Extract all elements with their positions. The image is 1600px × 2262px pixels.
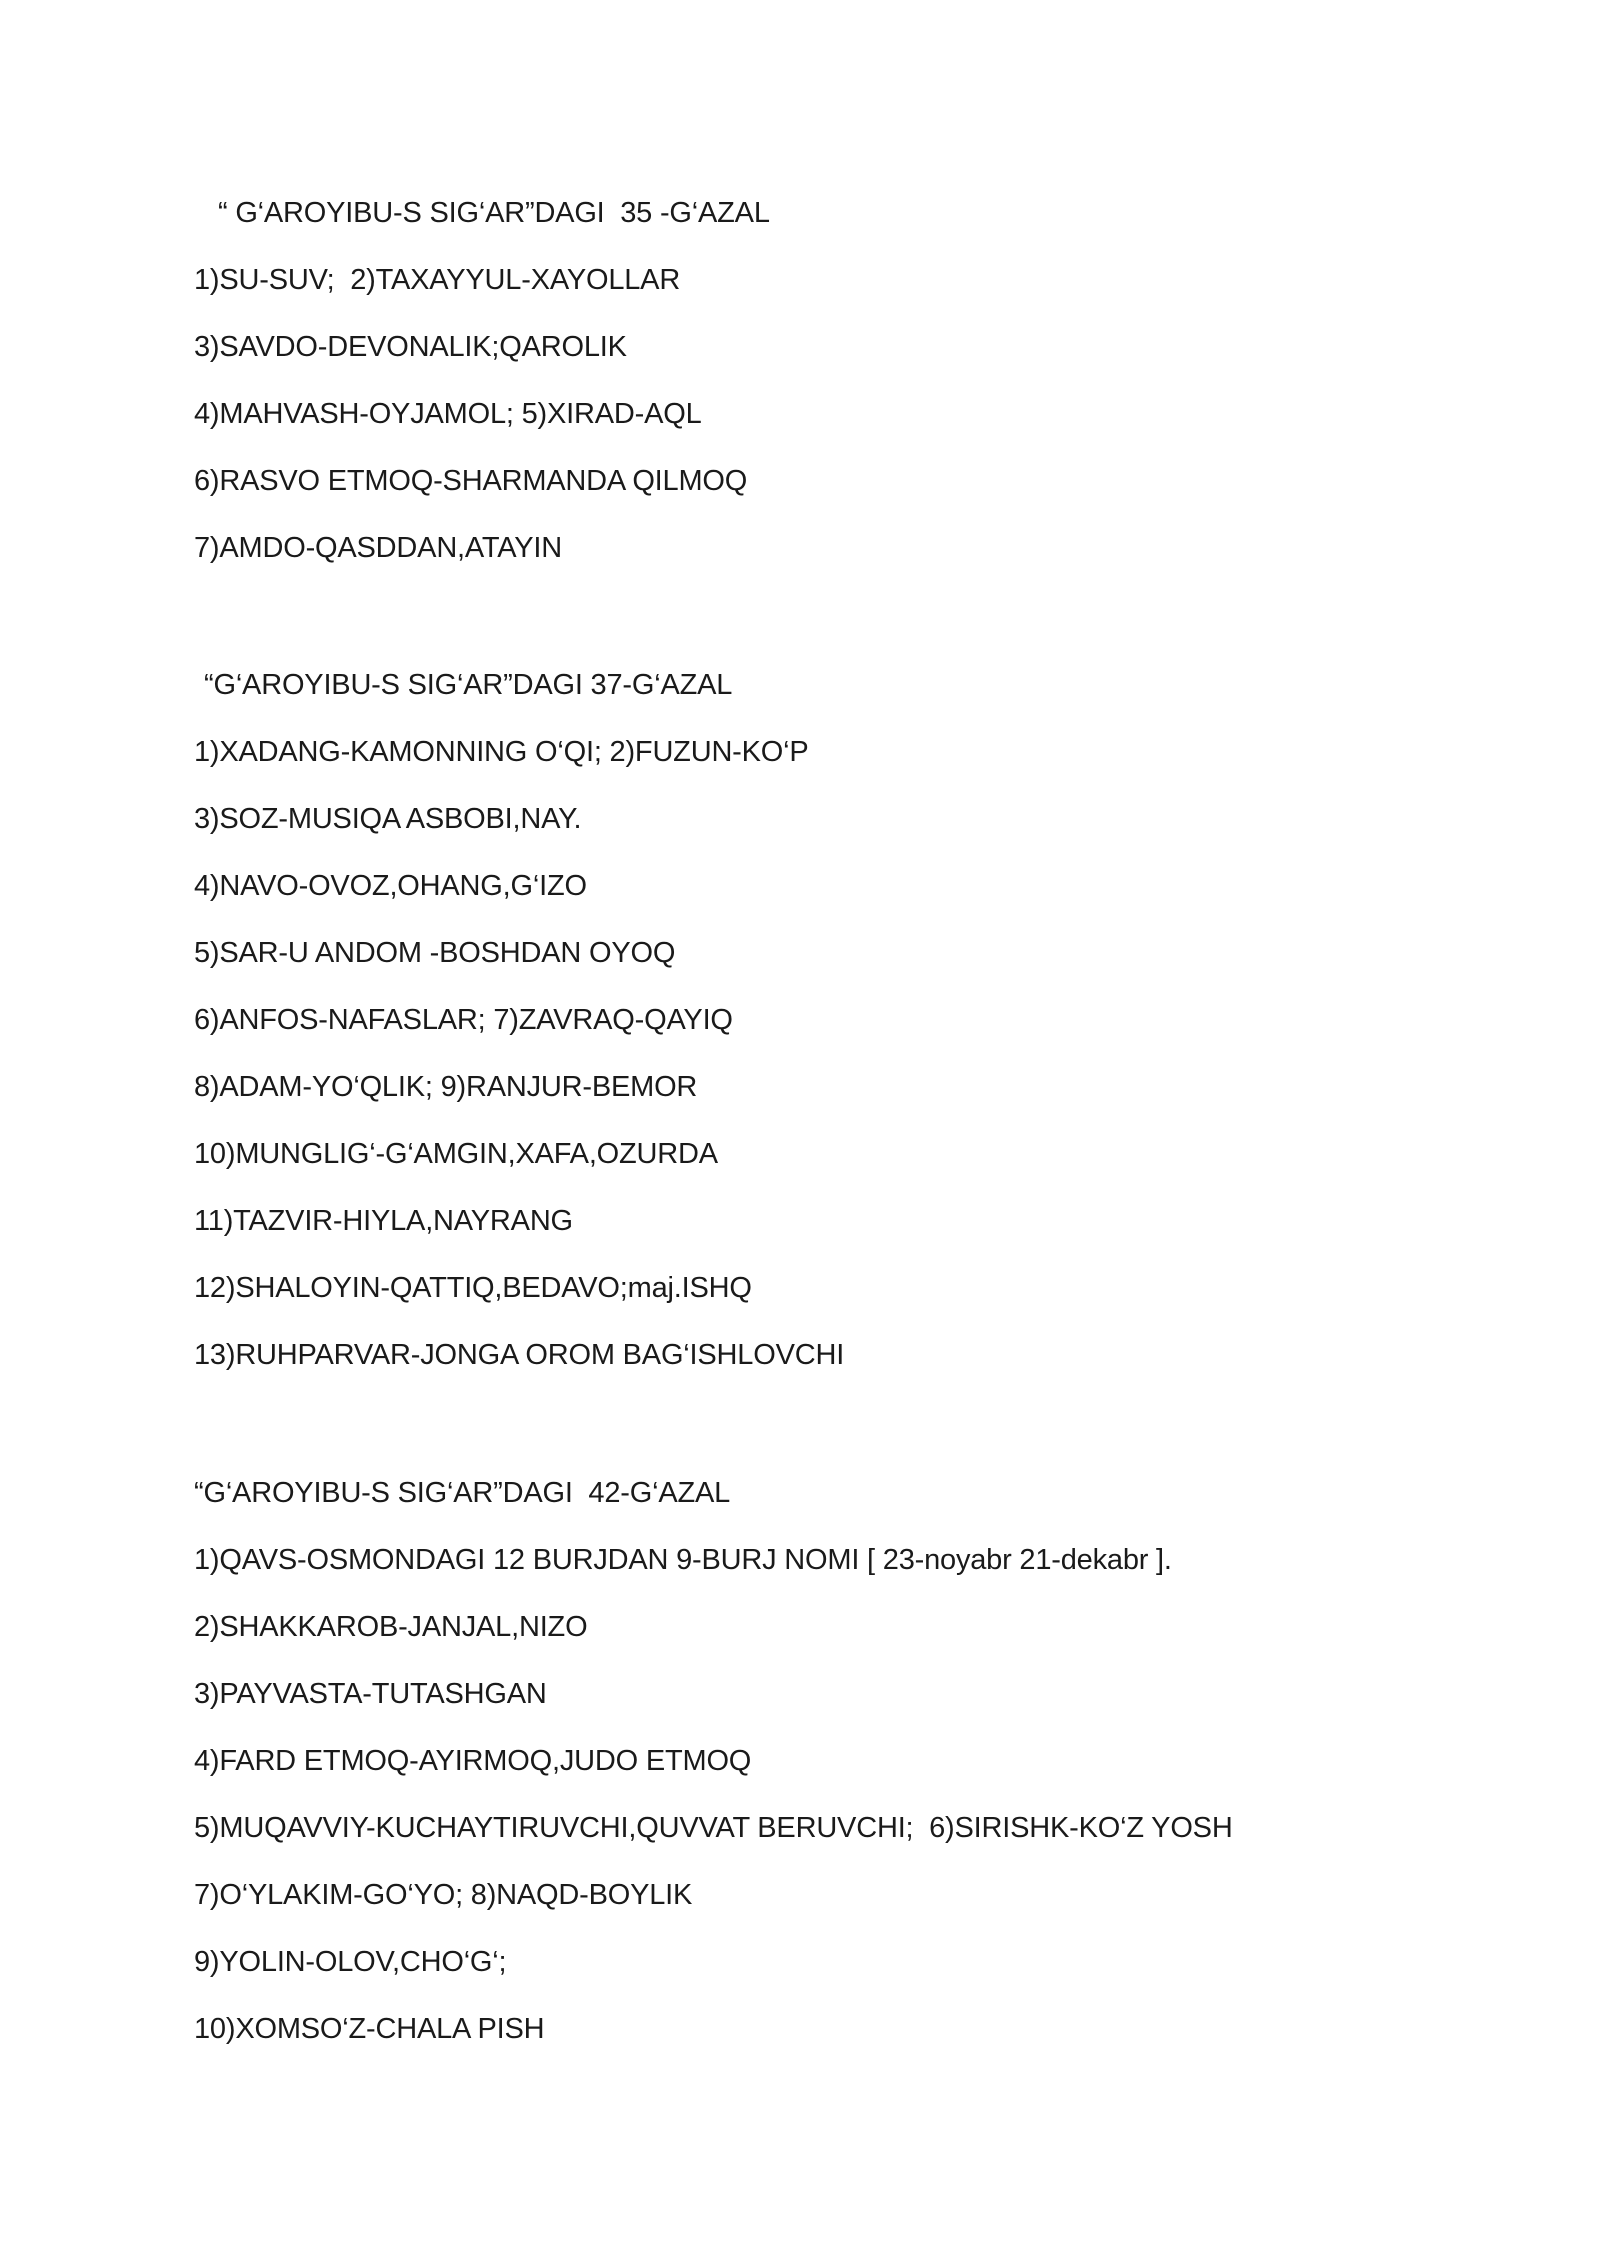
glossary-line: 1)XADANG-KAMONNING O‘QI; 2)FUZUN-KO‘P <box>194 736 809 768</box>
glossary-line: 1)QAVS-OSMONDAGI 12 BURJDAN 9-BURJ NOMI [ 23-noyabr 21-dekabr ]. <box>194 1544 1172 1576</box>
glossary-line: 5)MUQAVVIY-KUCHAYTIRUVCHI,QUVVAT BERUVCHI; 6)SIRISHK-KO‘Z YOSH <box>194 1812 1233 1844</box>
ghazal-42-section <box>194 1460 1534 2063</box>
glossary-line: 3)SOZ-MUSIQA ASBOBI,NAY. <box>194 803 582 835</box>
glossary-line: 3)PAYVASTA-TUTASHGAN <box>194 1678 547 1710</box>
section-heading: “G‘AROYIBU-S SIG‘AR”DAGI 42-G‘AZAL <box>194 1477 731 1509</box>
glossary-line: 6)RASVO ETMOQ-SHARMANDA QILMOQ <box>194 465 748 497</box>
glossary-line: 2)SHAKKAROB-JANJAL,NIZO <box>194 1611 588 1643</box>
glossary-line: 13)RUHPARVAR-JONGA OROM BAG‘ISHLOVCHI <box>194 1339 845 1371</box>
glossary-line: 12)SHALOYIN-QATTIQ,BEDAVO;maj.ISHQ <box>194 1272 752 1304</box>
glossary-line: 4)NAVO-OVOZ,OHANG,G‘IZO <box>194 870 587 902</box>
glossary-line: 7)AMDO-QASDDAN,ATAYIN <box>194 532 562 564</box>
glossary-line: 9)YOLIN-OLOV,CHO‘G‘; <box>194 1946 507 1978</box>
ghazal-37-section <box>194 652 1534 1389</box>
section-heading: “ G‘AROYIBU-S SIG‘AR”DAGI 35 -G‘AZAL <box>218 197 770 229</box>
glossary-line: 10)XOMSO‘Z-CHALA PISH <box>194 2013 545 2045</box>
glossary-line: 6)ANFOS-NAFASLAR; 7)ZAVRAQ-QAYIQ <box>194 1004 733 1036</box>
ghazal-35-section <box>194 180 1534 582</box>
glossary-line: 5)SAR-U ANDOM -BOSHDAN OYOQ <box>194 937 676 969</box>
glossary-line: 4)MAHVASH-OYJAMOL; 5)XIRAD-AQL <box>194 398 702 430</box>
glossary-line: 3)SAVDO-DEVONALIK;QAROLIK <box>194 331 627 363</box>
glossary-line: 4)FARD ETMOQ-AYIRMOQ,JUDO ETMOQ <box>194 1745 752 1777</box>
glossary-line: 10)MUNGLIG‘-G‘AMGIN,XAFA,OZURDA <box>194 1138 718 1170</box>
glossary-line: 11)TAZVIR-HIYLA,NAYRANG <box>194 1205 573 1237</box>
section-heading: “G‘AROYIBU-S SIG‘AR”DAGI 37-G‘AZAL <box>204 669 733 701</box>
glossary-line: 7)O‘YLAKIM-GO‘YO; 8)NAQD-BOYLIK <box>194 1879 693 1911</box>
glossary-line: 1)SU-SUV; 2)TAXAYYUL-XAYOLLAR <box>194 264 681 296</box>
glossary-line: 8)ADAM-YO‘QLIK; 9)RANJUR-BEMOR <box>194 1071 698 1103</box>
